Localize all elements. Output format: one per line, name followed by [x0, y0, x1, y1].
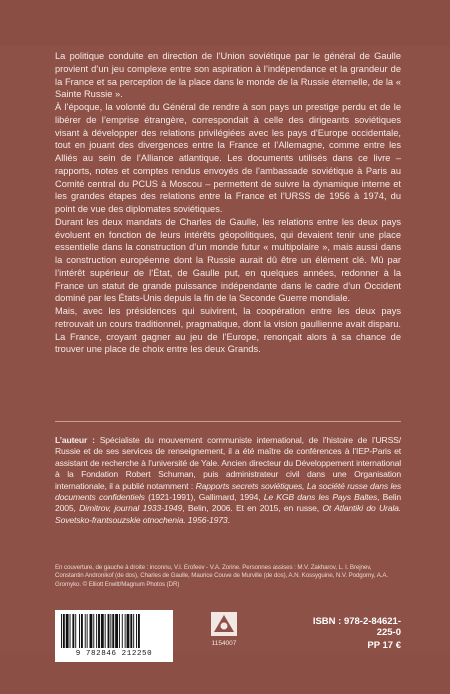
publisher-logo-icon	[211, 612, 237, 636]
barcode-bar	[72, 614, 74, 648]
barcode-bar	[112, 614, 114, 648]
author-label: L’auteur :	[55, 435, 95, 445]
publisher-code: 1154007	[211, 640, 237, 647]
barcode-bar	[125, 614, 126, 648]
summary-paragraph: Mais, avec les présidences qui suivirent, la coopération entre les deux pays retrouvait un cours traditionnel, pragmatique, dont la vision gaullienne avait disparu. La France, croyant gagner au jeu de l’Europe, renonçait alors à sa chance de trouver une place de choix entre les deux Grands.	[55, 306, 401, 355]
work-title: Le KGB dans les Pays Baltes	[263, 492, 378, 503]
barcode-bar	[79, 614, 80, 648]
barcode-bar	[136, 614, 137, 648]
barcode-bar	[93, 614, 94, 648]
section-divider	[55, 421, 401, 422]
barcode-bar	[96, 614, 97, 648]
summary-paragraph: Durant les deux mandats de Charles de Gaulle, les relations entre les deux pays évoluent en fonction de leurs intérêts géopolitiques, qui devaient tenir une place essentielle dans la construction d’un monde futur « multipolaire », mais aussi dans la construction européenne dont la Russie aurait dû être un élément clé. Mû par l’intérêt supérieur de l’État, de Gaulle put, en quelques années, redonner à la France un statut de grande puissance indépendante dans le cadre d’un Occident dominé par les États-Unis depuis la fin de la Seconde Guerre mondiale.	[55, 216, 401, 304]
barcode-bar	[81, 614, 83, 648]
barcode-bar	[133, 614, 134, 648]
barcode-bar	[105, 614, 106, 648]
price: PP 17 €	[367, 640, 401, 651]
barcode-bar	[130, 614, 132, 648]
isbn: ISBN : 978-2-84621-225-0	[312, 616, 401, 638]
barcode-bar	[98, 614, 100, 648]
photo-credits: En couverture, de gauche à droite : inconnu, V.I. Erofeev - V.A. Zorine. Personnes assises : M.V. Zakharov, L. I. Brejnev, Constantin Andronikof (de dos), Charles de Gaulle, Maurice Couve de Murville (de dos), A.N. Kossyguine, N.V. Podgorny, A.A. Gromyko. © Elliott Erwitt/Magnum Photos (DR)	[55, 564, 389, 588]
barcode-bar	[90, 614, 93, 648]
barcode-bar	[122, 614, 123, 648]
barcode-bar	[70, 614, 71, 648]
barcode-bar	[87, 614, 88, 648]
barcode-number: 9 782846 212250	[75, 650, 153, 658]
author-bio	[55, 435, 401, 526]
barcode-bar	[138, 614, 140, 648]
barcode-bar	[127, 614, 130, 648]
summary-paragraph: La politique conduite en direction de l’Union soviétique par le général de Gaulle provient d’un jeu complexe entre son aspiration à l’indépendance et la grandeur de la France et sa perception de la place dans le monde de la Russie éternelle, de la « Sainte Russie ».	[55, 51, 401, 100]
author-paragraph: L’auteur : Spécialiste du mouvement communiste international, de l’histoire de l’URSS/ Russie et de ses services de renseignement, il a été maître de conférences à l’IEP-Paris et assistant de recherche à l’université de Yale. Ancien directeur du Développement international à la Fondation Robert Schuman, puis administrateur civil dans une Organisation internationale, il a publié notamment : Rapports secrets soviétiques, La société russe dans les documents confidentiels (1921-1991), Gallimard, 1994, Le KGB dans les Pays Baltes, Belin 2005, Dimitrov, journal 1933-1949, Belin, 2006. Et en 2015, en russe, Ot Atlantiki do Urala. Sovetsko-frantsouzskie otnochenia. 1956-1973.	[55, 435, 401, 525]
barcode-bar	[110, 614, 111, 648]
barcode-bar	[66, 614, 69, 648]
work-title: Rapports secrets soviétiques, La société russe dans les documents confidentiels	[55, 480, 401, 503]
barcode-bar	[108, 614, 110, 648]
barcode-bar	[61, 614, 62, 648]
barcode-bar	[85, 614, 86, 648]
cover-top-band	[0, 0, 450, 46]
barcode	[55, 610, 173, 662]
barcode-bar	[115, 614, 118, 648]
barcode-bar	[101, 614, 104, 648]
barcode-bar	[119, 614, 120, 648]
work-title: Dimitrov, journal 1933-1949	[79, 503, 183, 514]
back-cover-summary	[55, 50, 401, 356]
work-title: Ot Atlantiki do Urala. Sovetsko-frantsouzskie otnochenia. 1956-1973	[55, 503, 401, 525]
summary-paragraph: À l’époque, la volonté du Général de rendre à son pays un prestige perdu et de le libérer de l’emprise étrangère, correspondait à celle des dirigeants soviétiques visant à développer des relations privilégiées avec les pays d’Europe occidentale, tout en jouant des divergences entre la France et l’Allemagne, comme entre les Alliés au sein de l’Alliance atlantique. Les documents utilisés dans ce livre – rapports, notes et comptes rendus envoyés de l’ambassade soviétique à Paris au Comité central du PCUS à Moscou – permettent de suivre la dynamique interne et les grandes étapes des relations entre la France et l’URSS de 1956 à 1974, du point de vue des diplomates soviétiques.	[55, 102, 401, 214]
barcode-bar	[63, 614, 65, 648]
barcode-bar	[75, 614, 76, 648]
barcode-bars	[59, 614, 169, 650]
